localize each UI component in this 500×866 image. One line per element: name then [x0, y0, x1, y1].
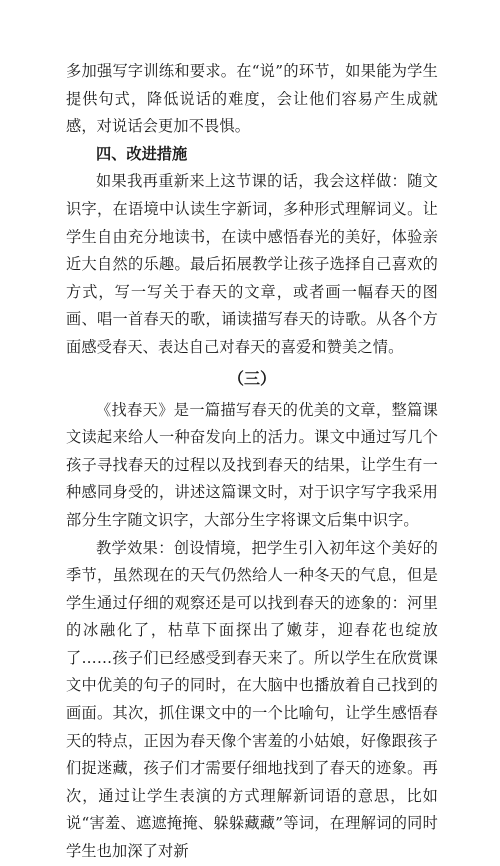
- paragraph-teaching-effect: 教学效果：创设情境，把学生引入初年这个美好的季节，虽然现在的天气仍然给人一种冬天的气息，但是学生通过仔细的观察还是可以找到春天的迹象的：河里的冰融化了，枯草下面探出了嫩芽，迎春花也绽放了……孩子们已经感受到春天来了。所以学生在欣赏课文中优美的句子的同时，在大脑中也播放着自己找到的画面。其次，抓住课文中的一个比喻句，让学生感悟春天的特点，正因为春天像个害羞的小姑娘，好像跟孩子们捉迷藏，孩子们才需要仔细地找到了春天的迹象。再次，通过让学生表演的方式理解新词语的意思，比如说“害羞、遮遮掩掩、躲躲藏藏”等词，在理解词的同时学生也加深了对新: [66, 538, 438, 861]
- section-heading-improvement: 四、改进措施: [96, 144, 188, 163]
- paragraph-speaking-tips: 多加强写字训练和要求。在“说”的环节，如果能为学生提供句式，降低说话的难度，会让他们容易产生成就感，对说话会更加不畏惧。: [66, 62, 438, 136]
- paragraph-improvement-measures: 如果我再重新来上这节课的话，我会这样做：随文识字，在语境中认读生字新词，多种形式理解词义。让学生自由充分地读书，在读中感悟春光的美好，体验亲近大自然的乐趣。最后拓展教学让孩子选择自己喜欢的方式，写一写关于春天的文章，或者画一幅春天的图画、唱一首春天的歌，诵读描写春天的诗歌。从各个方面感受春天、表达自己对春天的喜爱和赞美之情。: [66, 172, 438, 356]
- paragraph-lesson-intro: 《找春天》是一篇描写春天的优美的文章，整篇课文读起来给人一种奋发向上的活力。课文中通过写几个孩子寻找春天的过程以及找到春天的结果，让学生有一种感同身受的，讲述这篇课文时，对于识字写字我采用部分生字随文识字，大部分生字将课文后集中识字。: [66, 400, 438, 529]
- section-heading-three: （三）: [227, 368, 276, 388]
